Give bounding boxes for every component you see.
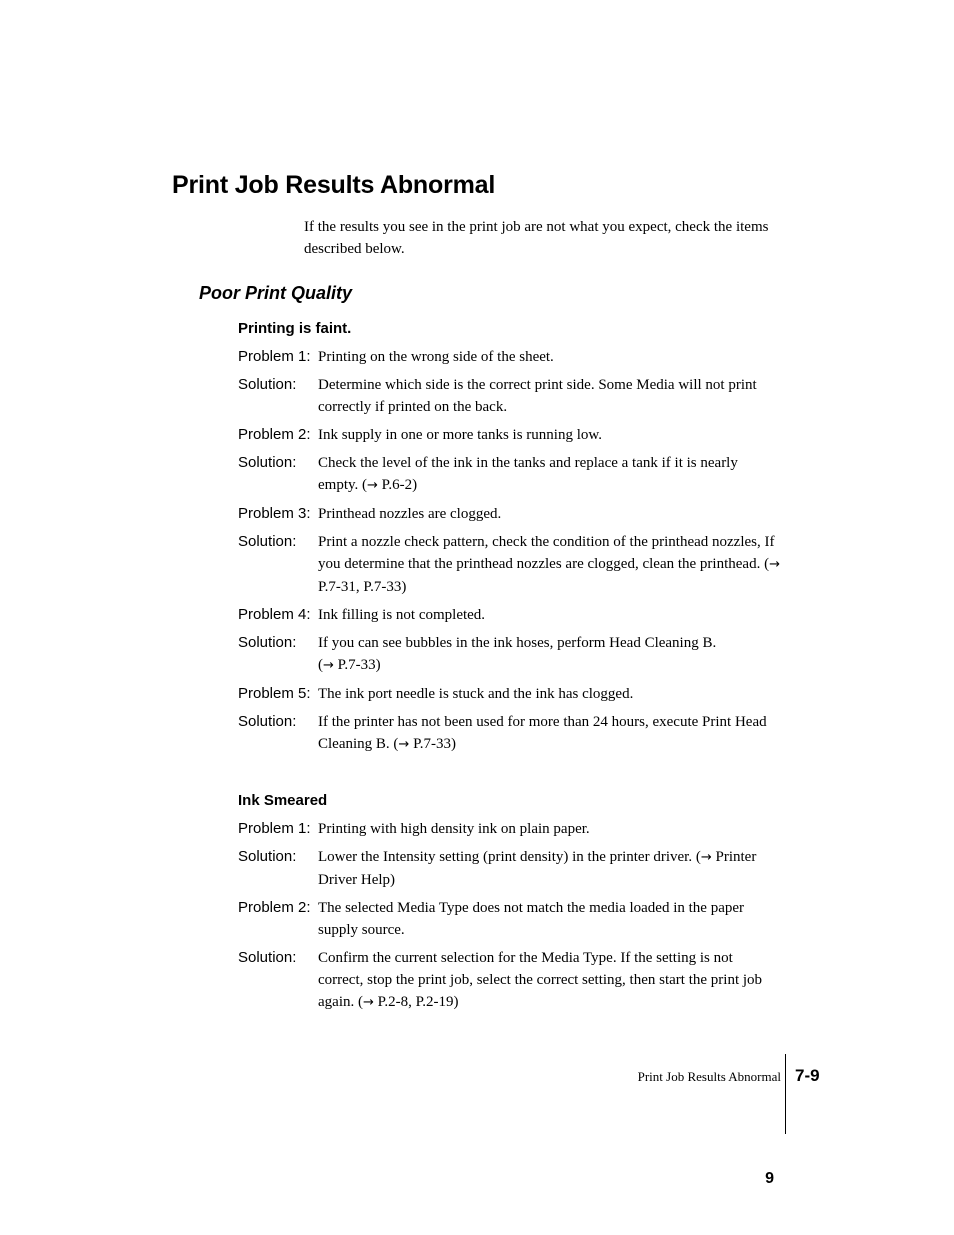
problem-entry [238,503,798,525]
solution-entry [238,711,798,756]
entry-text [318,452,780,497]
entry-text [318,632,780,677]
group-title: Ink Smeared [238,792,328,809]
entry-text: Printing with high density ink on plain paper. [318,821,590,837]
page-reference: P.7-33) [409,736,456,752]
page-reference: P.7-31, P.7-33) [318,579,407,595]
arrow-right-icon: → [323,658,334,673]
entry-label: Problem 3: [238,505,311,522]
entry-text: Determine which side is the correct print side. Some Media will not print correctly if printed on the back. [318,377,757,415]
entry-text-main: Lower the Intensity setting (print density) in the printer driver. ( [318,849,701,865]
entry-text [318,947,780,1014]
entry-label: Solution: [238,949,297,966]
intro-paragraph: If the results you see in the print job are not what you expect, check the items described below. [304,219,769,257]
entry-text: The ink port needle is stuck and the ink has clogged. [318,686,634,702]
arrow-right-icon: → [700,850,712,865]
entry-label: Problem 5: [238,685,311,702]
entry-text: The selected Media Type does not match the media loaded in the paper supply source. [318,900,745,938]
arrow-right-icon: → [362,995,374,1010]
footer-divider [785,1054,786,1134]
group-printing-faint [238,318,798,762]
footer-section-label: Print Job Results Abnormal [637,1069,781,1084]
solution-entry [238,531,798,598]
ref-open-paren: ( [318,657,323,673]
entry-label: Solution: [238,376,297,393]
entry-label: Solution: [238,533,297,550]
problem-entry [238,424,798,446]
page-reference: P.7-33) [333,657,381,673]
section-title: Poor Print Quality [199,283,353,303]
entry-label: Problem 2: [238,426,311,443]
problem-entry [238,683,798,705]
page-number: 9 [765,1170,774,1187]
solution-entry [238,632,798,677]
entry-label: Problem 4: [238,606,311,623]
arrow-right-icon: → [398,737,410,752]
entry-text-main: Check the level of the ink in the tanks and replace a tank if it is nearly empty. ( [318,455,738,493]
entry-label: Problem 1: [238,348,311,365]
entry-text-main: Print a nozzle check pattern, check the condition of the printhead nozzles, If you determine that the printhead nozzles are clogged, clean the printhead. ( [318,534,775,572]
entry-text: Ink supply in one or more tanks is running low. [318,427,602,443]
page-reference: P.2-8, P.2-19) [373,994,459,1010]
page-reference: Printer Driver Help) [318,849,757,888]
problem-entry [238,604,798,626]
entry-text-main: Confirm the current selection for the Media Type. If the setting is not correct, stop the print job, select the correct setting, then start the print job again. ( [318,950,763,1010]
problem-entry [238,818,798,840]
solution-entry [238,846,798,891]
entry-text [318,846,780,891]
entry-label: Solution: [238,848,297,865]
solution-entry [238,452,798,497]
group-title: Printing is faint. [238,320,352,337]
entry-label: Solution: [238,634,297,651]
entry-text [318,531,780,598]
entry-text-main: If you can see bubbles in the ink hoses, perform Head Cleaning B. [318,635,717,651]
entry-text [318,711,780,756]
entry-label: Problem 2: [238,899,311,916]
solution-entry [238,947,798,1014]
problem-entry [238,897,798,941]
page-title: Print Job Results Abnormal [172,171,496,199]
group-ink-smeared [238,790,798,1020]
entry-text: Ink filling is not completed. [318,607,486,623]
problem-entry [238,346,798,368]
solution-entry [238,374,798,418]
arrow-right-icon: → [769,557,780,572]
entry-text: Printhead nozzles are clogged. [318,506,502,522]
chapter-page-number: 7-9 [795,1066,820,1085]
arrow-right-icon: → [367,478,378,493]
entry-label: Solution: [238,454,297,471]
entry-label: Solution: [238,713,297,730]
page-reference: P.6-2) [377,477,418,493]
entry-text-main: If the printer has not been used for more than 24 hours, execute Print Head Cleaning B. ( [318,714,767,752]
entry-label: Problem 1: [238,820,311,837]
entry-text: Printing on the wrong side of the sheet. [318,349,554,365]
